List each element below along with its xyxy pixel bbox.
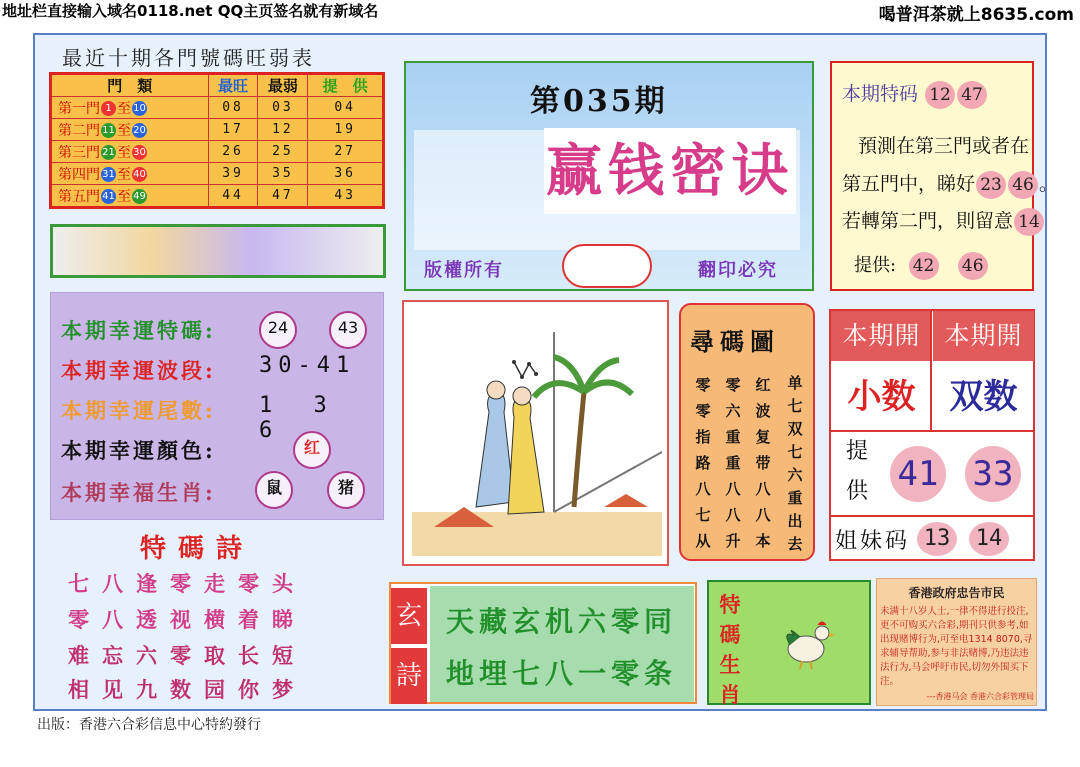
poem-line-4: 相见九数园你梦	[68, 677, 306, 702]
no-reprint-text: 翻印必究	[698, 260, 778, 281]
secret-title: 赢钱密诀	[544, 128, 796, 214]
door-name: 第四門	[58, 166, 100, 183]
door-cell	[51, 163, 209, 185]
seal-stamp	[562, 244, 652, 288]
lucky-special-a: 24	[259, 311, 297, 349]
range-connector: 至	[117, 188, 131, 205]
range-start-ball: 21	[102, 147, 115, 158]
col-header-weakest: 最弱	[258, 74, 308, 97]
xuanji-tag-bottom: 詩	[391, 648, 427, 704]
issue-number: 第035期	[530, 84, 668, 119]
forecast-line-1: 預測在第三門或者在	[858, 135, 1030, 157]
door-name: 第一門	[58, 100, 100, 117]
weak-cell: 35	[258, 163, 308, 185]
range-start-ball: 1	[101, 101, 116, 116]
lucky-tail-value: 1 3 6	[259, 393, 341, 443]
forecast-line-2-code-a: 23	[976, 171, 1006, 199]
strong-cell: 39	[208, 163, 258, 185]
notice-signature: ---香港马会 香港六合彩管理局	[926, 692, 1034, 701]
open-header-left: 本期開	[831, 311, 932, 361]
lucky-zodiac-b: 猪	[327, 471, 365, 509]
publisher-footer: 出版：香港六合彩信息中心特約發行	[37, 717, 261, 733]
provide-cell: 36	[308, 163, 384, 185]
sister-code-label: 姐妹码	[835, 529, 911, 554]
open-provide-a: 41	[890, 446, 946, 502]
copyright-text: 版權所有	[424, 260, 504, 281]
door-name: 第五門	[58, 188, 100, 205]
search-column-3: 红波复带八八本	[755, 376, 771, 550]
provide-cell: 04	[308, 97, 384, 119]
notice-title: 香港政府忠告市民	[908, 586, 1005, 600]
col-header-provide: 提 供	[308, 74, 384, 97]
weak-cell: 25	[258, 141, 308, 163]
range-end-ball: 40	[133, 169, 146, 180]
forecast-label: 本期特码	[842, 83, 919, 105]
notice-body: 未满十八岁人士,一律不得进行投注,更不可购买六合彩,期刊只供参考,如出现赌博行为,可至电1314 8070,寻求辅导帮助,参与非法赌博,乃违法违法行为,马会呼吁市民,切勿外围买下注。	[880, 606, 1033, 687]
forecast-line-2-text: 第五門中，睇好	[842, 173, 976, 195]
lucky-tail-label: 本期幸運尾數:	[61, 398, 216, 423]
col-header-category: 門 類	[51, 74, 209, 97]
range-connector: 至	[117, 144, 131, 161]
provide-cell: 19	[308, 119, 384, 141]
open-value-right: 双数	[949, 377, 1018, 417]
range-start-ball: 31	[102, 169, 115, 180]
poem-block	[50, 560, 368, 710]
lucky-zodiac-label: 本期幸福生肖:	[61, 480, 216, 505]
door-name: 第二門	[58, 122, 100, 139]
forecast-line-2-code-b: 46	[1008, 171, 1038, 199]
forecast-provide-a: 42	[909, 252, 939, 280]
forecast-code-2: 47	[957, 81, 987, 109]
range-start-ball: 41	[102, 191, 115, 202]
forecast-panel	[830, 61, 1059, 291]
range-connector: 至	[117, 122, 131, 139]
search-column-2: 零六重重八八升	[725, 376, 741, 550]
poem-line-1: 七八逢零走零头	[68, 571, 306, 596]
table-row	[51, 141, 384, 163]
door-name: 第三門	[58, 144, 100, 161]
lucky-special-label: 本期幸運特碼:	[61, 318, 216, 343]
weak-cell: 03	[258, 97, 308, 119]
strong-cell: 44	[208, 185, 258, 208]
couple-illustration	[404, 302, 667, 564]
scene-illustration	[402, 300, 669, 566]
table-header-row	[51, 74, 384, 97]
top-right-notice: 喝普洱茶就上8635.com	[878, 5, 1074, 25]
rooster-icon	[780, 615, 840, 671]
lucky-color-value: 红	[293, 431, 331, 469]
forecast-line-3-code: 14	[1014, 208, 1044, 236]
search-chart-title: 尋碼圖	[690, 327, 780, 356]
lucky-wave-label: 本期幸運波段:	[61, 358, 216, 383]
open-divider-h2	[831, 515, 1033, 517]
top-left-notice: 地址栏直接输入域名0118.net QQ主页签名就有新域名	[2, 2, 379, 20]
forecast-line-3-text: 若轉第二門，則留意	[842, 210, 1014, 232]
strong-cell: 17	[208, 119, 258, 141]
poem-line-2: 零八透视横着睇	[68, 607, 306, 632]
strong-cell: 08	[208, 97, 258, 119]
search-column-4: 单七双七六重出去	[787, 374, 803, 553]
lucky-color-label: 本期幸運顏色:	[61, 438, 216, 463]
table-title: 最近十期各門號碼旺弱表	[62, 46, 315, 70]
special-zodiac-label: 特碼生肖	[719, 592, 741, 707]
door-cell	[51, 185, 209, 208]
open-value-left: 小数	[847, 377, 916, 417]
forecast-provide-b: 46	[958, 252, 988, 280]
forecast-line-3	[842, 206, 1045, 236]
table-row	[51, 163, 384, 185]
forecast-provide-label: 提供:	[854, 255, 897, 276]
open-provide-b: 33	[965, 446, 1021, 502]
provide-cell: 43	[308, 185, 384, 208]
forecast-line-2-suffix: 。	[1039, 173, 1059, 195]
provide-cell: 27	[308, 141, 384, 163]
weak-cell: 47	[258, 185, 308, 208]
door-cell	[51, 141, 209, 163]
forecast-provide	[854, 251, 989, 280]
range-connector: 至	[117, 100, 131, 117]
col-header-strongest: 最旺	[208, 74, 258, 97]
door-cell	[51, 119, 209, 141]
table-row	[51, 97, 384, 119]
lucky-wave-value: 30-41	[259, 353, 356, 378]
blurred-banner	[50, 224, 386, 278]
range-end-ball: 10	[133, 103, 146, 114]
xuanji-line-2: 地埋七八一零条	[446, 657, 678, 690]
table-row	[51, 119, 384, 141]
sister-code-a: 13	[917, 522, 957, 556]
lucky-panel	[50, 292, 384, 520]
weak-cell: 12	[258, 119, 308, 141]
sister-code-b: 14	[969, 522, 1009, 556]
range-end-ball: 20	[133, 125, 146, 136]
forecast-line-2	[842, 169, 1058, 199]
table-row	[51, 185, 384, 208]
range-connector: 至	[117, 166, 131, 183]
forecast-header	[842, 79, 988, 109]
xuanji-tag-top: 玄	[391, 588, 427, 644]
range-start-ball: 11	[102, 125, 115, 136]
poem-title: 特碼詩	[140, 534, 255, 564]
lucky-special-b: 43	[329, 311, 367, 349]
xuanji-line-1: 天藏玄机六零同	[446, 605, 678, 638]
door-number-table	[49, 72, 385, 209]
door-cell	[51, 97, 209, 119]
strong-cell: 26	[208, 141, 258, 163]
open-header-right: 本期開	[933, 311, 1034, 361]
range-end-ball: 49	[133, 191, 146, 202]
lucky-zodiac-a: 鼠	[255, 471, 293, 509]
forecast-code-1: 12	[925, 81, 955, 109]
poem-line-3: 难忘六零取长短	[68, 643, 306, 668]
open-provide-label: 提供	[846, 439, 869, 504]
search-column-1: 零零指路八七从	[695, 376, 711, 550]
range-end-ball: 30	[133, 147, 146, 158]
